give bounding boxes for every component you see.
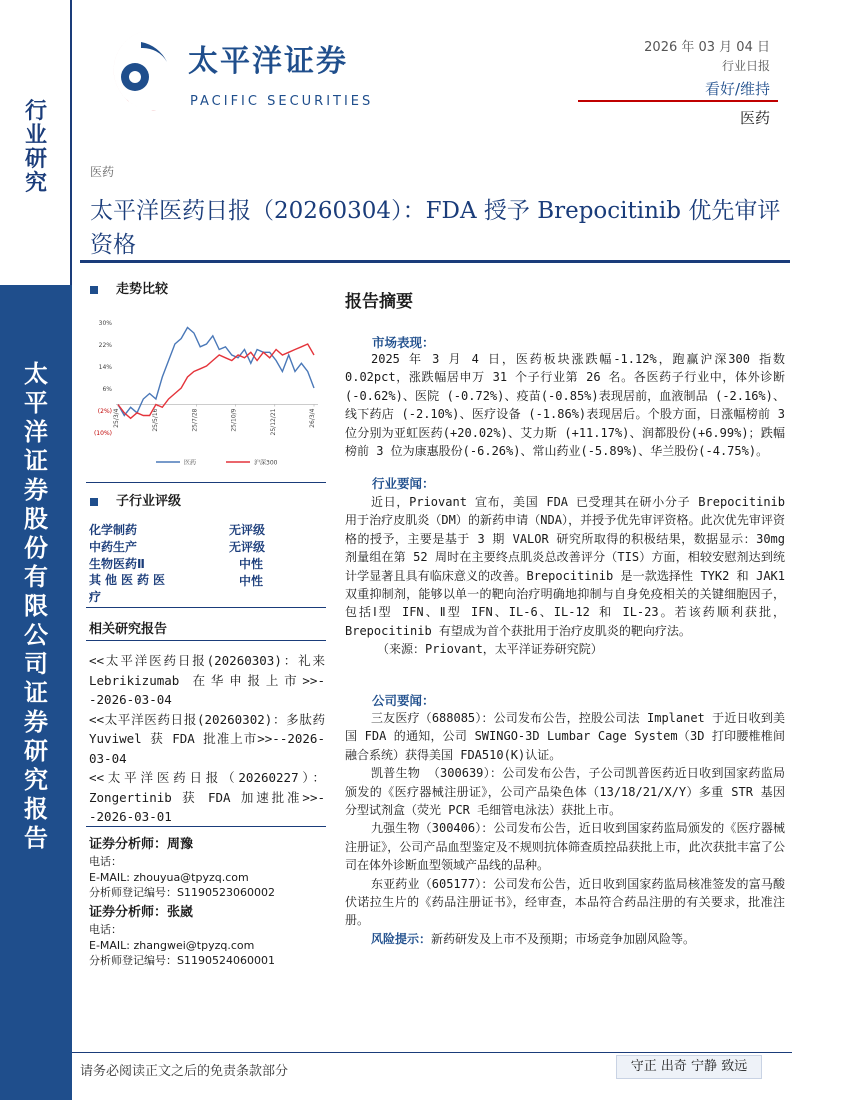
- series-line-csi300: [118, 344, 314, 418]
- sub-industry-rating: 中性: [239, 574, 264, 588]
- footer-disclaimer[interactable]: 请务必阅读正文之后的免责条款部分: [80, 1064, 289, 1079]
- analyst-phone: 电话：: [89, 855, 122, 868]
- footer-motto: 守正 出奇 宁静 致远: [616, 1055, 762, 1079]
- y-tick-label: 6%: [102, 386, 112, 393]
- related-report-link[interactable]: <<太平洋医药日报(20260302)：多肽药 Yuviwel 获 FDA 批准上市>>--2026-03-04: [89, 711, 325, 766]
- summary-heading: 报告摘要: [345, 292, 413, 312]
- analyst-name: 证券分析师：张崴: [89, 905, 194, 920]
- x-tick-label: 26/3/4: [309, 408, 316, 428]
- industry-rating: 看好/维持: [704, 80, 770, 98]
- sub-industry-name: 化学制药: [89, 523, 138, 537]
- report-type: 行业日报: [721, 59, 770, 73]
- analyst-registration: 分析师登记编号：S1190524060001: [89, 954, 275, 967]
- analyst-phone: 电话：: [89, 923, 122, 936]
- company-news-text: [345, 709, 785, 948]
- y-tick-label: 14%: [98, 364, 112, 371]
- analyst-email[interactable]: E-MAIL: zhouyua@tpyzq.com: [89, 870, 249, 884]
- analyst-name: 证券分析师：周豫: [89, 837, 194, 852]
- analyst-email[interactable]: E-MAIL: zhangwei@tpyzq.com: [89, 938, 255, 952]
- y-tick-label: 30%: [98, 320, 112, 327]
- sub-industry-heading-text: 子行业评级: [116, 494, 182, 509]
- x-tick-label: 25/5/16: [152, 408, 160, 432]
- analyst-card: [89, 904, 329, 969]
- legend-label: 沪深300: [254, 459, 278, 467]
- sub-industry-rating: 无评级: [229, 523, 266, 537]
- related-reports-list: [89, 651, 325, 827]
- breadcrumb: 医药: [90, 165, 115, 179]
- market-performance-text: [345, 350, 785, 460]
- bullet-square-icon: [90, 498, 98, 506]
- company-news-heading: 公司要闻：: [372, 693, 435, 708]
- industry-paragraph: 近日，Priovant 宣布，美国 FDA 已受理其在研小分子 Brepocitinib 用于治疗皮肌炎（DM）的新药申请（NDA），并授予优先审评资格。此次优先审评资格的授予，主要是基于 3 期 VALOR 研究所取得的积极结果，数据显示：30mg 剂量组在第 52 周时在主要终点肌炎总改善评分（TIS）方面，相较安慰剂达到统计学显著且具有临床意义的改善。Brepocitinib 是一款选择性 TYK2 和 JAK1 双重抑制剂，能够以单一的靶向治疗明确地抑制与自身免疫相关的关键细胞因子，包括Ⅰ型 IFN、Ⅱ型 IFN、IL-6、IL-12 和 IL-23。若该药顺利获批，Brepocitinib 有望成为首个获批用于治疗皮肌炎的靶向疗法。: [345, 495, 785, 638]
- industry-news-text: [345, 493, 785, 659]
- trend-heading: [90, 278, 168, 297]
- company-news-item: 九强生物（300406）：公司发布公告，近日收到国家药监局颁发的《医疗器械注册证》，公司产品血型鉴定及不规则抗体筛查质控品获批上市，此次获批丰富了公司在体外诊断血型领域产品线的品种。: [345, 821, 785, 873]
- related-report-link[interactable]: <<太平洋医药日报(20260303)：礼来Lebrikizumab 在华申报上市>>--2026-03-04: [89, 653, 325, 707]
- logo-english-name: PACIFIC SECURITIES: [190, 94, 374, 109]
- trend-heading-text: 走势比较: [116, 282, 169, 297]
- logo-chinese-name: 太平洋证券: [188, 44, 348, 79]
- left-divider: [86, 640, 326, 641]
- industry-source: （来源：Priovant，太平洋证券研究院）: [377, 642, 603, 657]
- bullet-square-icon: [90, 286, 98, 294]
- legend-label: 医药: [184, 459, 197, 467]
- sub-industry-name: 其他医药医疗: [89, 573, 170, 604]
- y-tick-label: (10%): [93, 430, 112, 437]
- series-line-pharma: [118, 328, 314, 416]
- x-tick-label: 25/7/28: [191, 408, 199, 432]
- risk-warning: [345, 930, 785, 948]
- risk-text: 新药研发及上市不及预期；市场竞争加剧风险等。: [431, 931, 696, 946]
- footer-divider: [72, 1052, 792, 1053]
- x-tick-label: 25/10/9: [230, 408, 238, 432]
- sub-industry-heading: [90, 490, 181, 509]
- company-news-item: 凯普生物 （300639）：公司发布公告，子公司凯普医药近日收到国家药监局颁发的《医疗器械注册证》，公司产品染色体（13/18/21/X/Y）多重 STR 基因分型试剂盒（荧光 PCR 毛细管电泳法）获批上市。: [345, 766, 785, 818]
- related-report-link[interactable]: <<太平洋医药日报（20260227）：Zongertinib 获 FDA 加速批准>>--2026-03-01: [89, 770, 325, 824]
- company-news-item: 三友医疗（688085）：公司发布公告，控股公司法 Implanet 于近日收到美国 FDA 的通知，公司 SWINGO-3D Lumbar Cage System（3D 打印腰椎椎间融合系统）获得美国 FDA510(K)认证。: [345, 711, 785, 762]
- title-divider: [80, 260, 790, 263]
- x-tick-label: 25/12/21: [269, 408, 277, 436]
- left-divider: [86, 482, 326, 483]
- y-tick-label: (2%): [97, 408, 112, 415]
- related-reports-heading: 相关研究报告: [89, 622, 168, 637]
- market-performance-heading: 市场表现：: [372, 335, 435, 350]
- side-label-industry-research: 行业研究: [24, 99, 47, 196]
- y-tick-label: 22%: [98, 342, 112, 349]
- company-news-item: 东亚药业（605177）：公司发布公告，近日收到国家药监局核准签发的富马酸伏诺拉生片的《药品注册证书》，经审查，本品符合药品注册的有关要求，批准注册。: [345, 876, 785, 928]
- sub-industry-rating: 中性: [239, 557, 264, 571]
- report-title: 太平洋医药日报（20260304）：FDA 授予 Brepocitinib 优先审评资格: [90, 198, 781, 258]
- report-date: 2026 年 03 月 04 日: [644, 40, 770, 55]
- logo-mark-icon: [97, 22, 187, 122]
- left-side-band: [0, 0, 72, 1100]
- trend-chart: [86, 310, 326, 475]
- company-logo: [97, 22, 374, 122]
- industry-news-heading: 行业要闻：: [372, 476, 435, 491]
- sub-industry-name: 中药生产: [89, 540, 138, 554]
- trend-chart-svg: [86, 310, 326, 475]
- analyst-card: [89, 836, 329, 901]
- industry-sector: 医药: [739, 109, 770, 127]
- x-tick-label: 25/3/4: [113, 408, 120, 428]
- side-label-company-report: 太平洋证券股份有限公司证券研究报告: [24, 360, 48, 852]
- market-paragraph: 2025 年 3 月 4 日，医药板块涨跌幅-1.12%，跑赢沪深300 指数 0.02pct，涨跌幅居申万 31 个子行业第 26 名。各医药子行业中，体外诊断(-0.62%)、医院 (-0.72%)、疫苗(-0.85%)表现居前，血液制品 (-2.16%)、线下药店 (-2.10%)、医疗设备 (-1.86%)表现居后。个股方面，日涨幅榜前 3 位分别为亚虹医药(+20.02%)、艾力斯 (+11.17%)、润都股份(+6.99%)；跌幅榜前 3 位为康惠股份(-6.26%)、常山药业(-5.89%)、华兰股份(-4.75%)。: [345, 352, 785, 459]
- sub-industry-name: 生物医药Ⅱ: [89, 557, 145, 571]
- analyst-registration: 分析师登记编号：S1190523060002: [89, 886, 275, 899]
- risk-heading: 风险提示：: [371, 931, 432, 946]
- sub-industry-rating: 无评级: [229, 540, 266, 554]
- left-divider: [86, 607, 326, 608]
- header-red-divider: [578, 100, 778, 102]
- left-divider: [86, 826, 326, 827]
